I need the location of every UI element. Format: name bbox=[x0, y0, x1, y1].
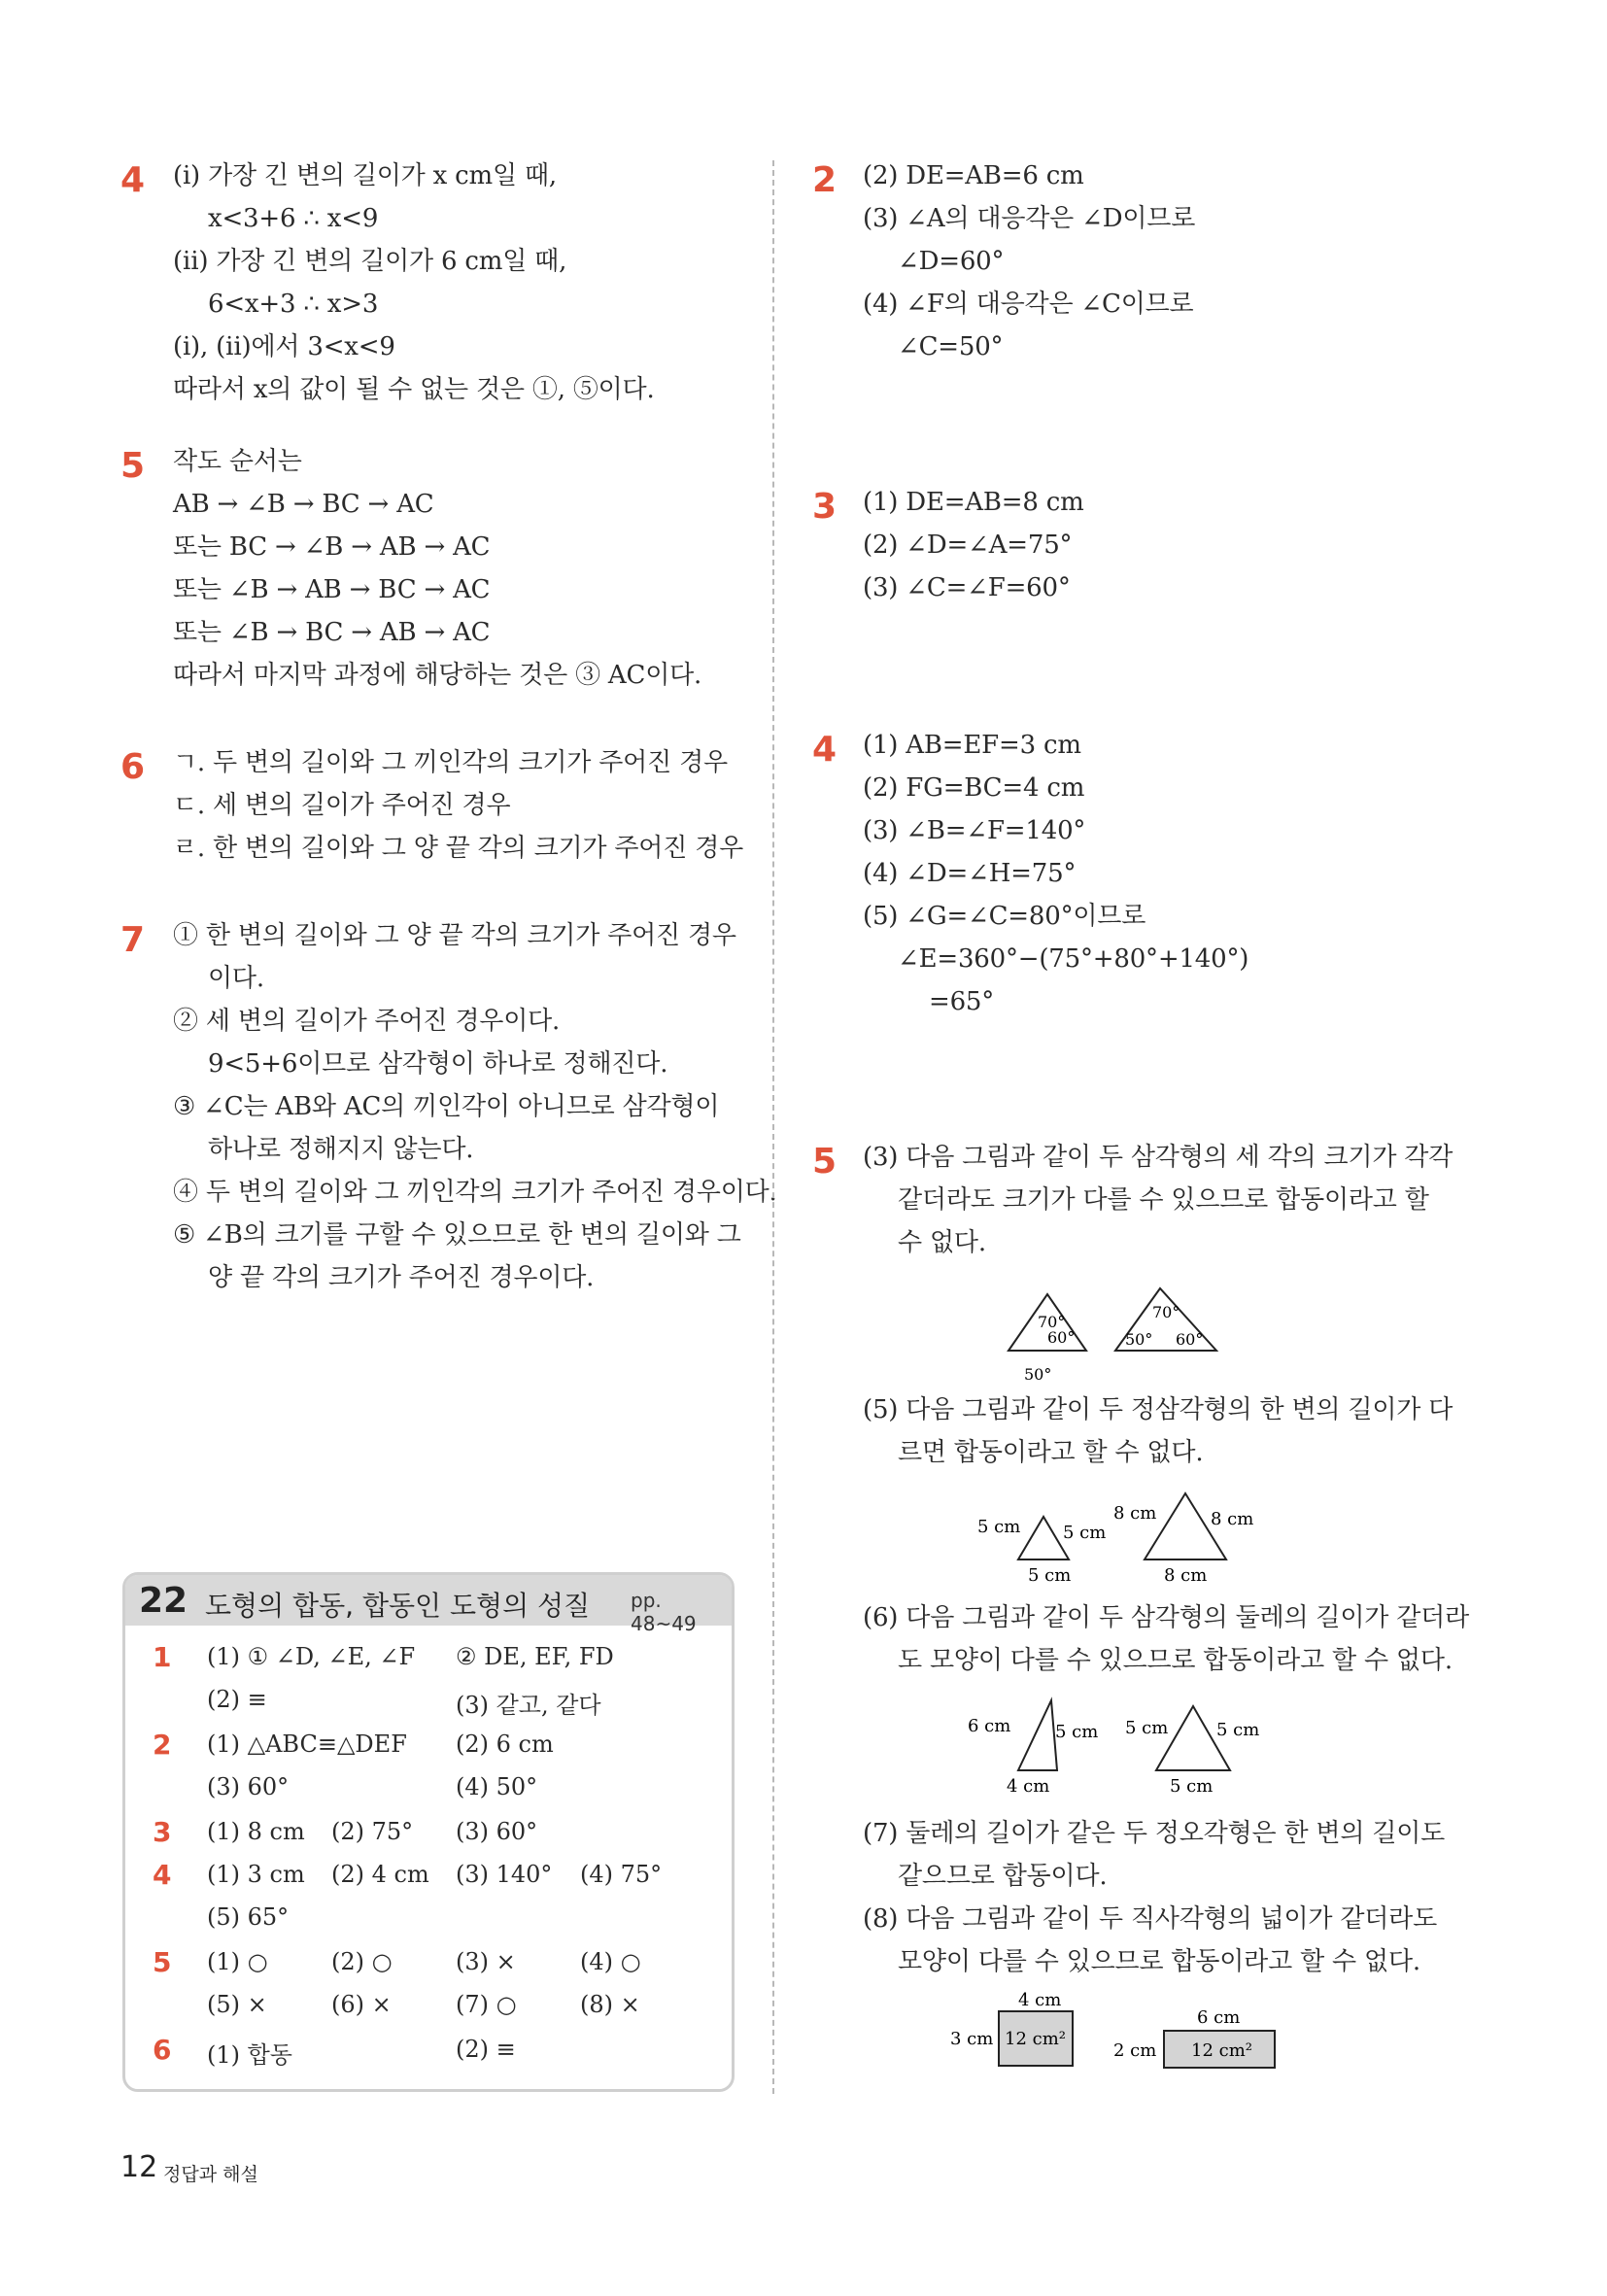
line: (ⅱ) 가장 긴 변의 길이가 6 cm일 때, bbox=[173, 247, 567, 276]
answer-cell: (1) ○ bbox=[207, 1948, 268, 1975]
answer-cell: (2) 6 cm bbox=[456, 1731, 554, 1758]
question-number: 4 bbox=[120, 160, 146, 200]
side-label: 4 cm bbox=[1007, 1776, 1050, 1797]
angle-label: 50° bbox=[1024, 1365, 1052, 1384]
answer-cell: (1) 8 cm bbox=[207, 1818, 305, 1845]
section-title: 도형의 합동, 합동인 도형의 성질 bbox=[205, 1590, 591, 1622]
answer-cell: (3) 60° bbox=[207, 1773, 290, 1800]
line: 하나로 정해지지 않는다. bbox=[208, 1135, 474, 1164]
figure-angle-triangles bbox=[1001, 1283, 1234, 1389]
line: 도 모양이 다를 수 있으므로 합동이라고 할 수 없다. bbox=[898, 1646, 1453, 1675]
angle-label: 70° bbox=[1152, 1303, 1180, 1321]
answer-cell: ② DE, EF, FD bbox=[456, 1643, 614, 1670]
line: 르면 합동이라고 할 수 없다. bbox=[898, 1438, 1204, 1467]
line: 양 끝 각의 크기가 주어진 경우이다. bbox=[208, 1263, 595, 1292]
line: (1) DE=AB=8 cm bbox=[863, 488, 1084, 517]
side-label: 3 cm bbox=[950, 2029, 994, 2049]
figure-equal-area-rectangles bbox=[933, 1982, 1302, 2099]
question-number: 7 bbox=[120, 920, 146, 960]
side-label: 6 cm bbox=[968, 1716, 1011, 1736]
angle-label: 60° bbox=[1176, 1330, 1204, 1349]
question-number: 5 bbox=[812, 1142, 838, 1182]
answer-number: 6 bbox=[153, 2034, 172, 2066]
figure-equal-perimeter-triangles bbox=[962, 1691, 1292, 1798]
line: 작도 순서는 bbox=[173, 447, 302, 476]
line: (3) ∠A의 대응각은 ∠D이므로 bbox=[863, 204, 1196, 233]
line: ⑤ ∠B의 크기를 구할 수 있으므로 한 변의 길이와 그 bbox=[173, 1220, 741, 1250]
side-label: 5 cm bbox=[1063, 1523, 1107, 1543]
answer-cell: (7) ○ bbox=[456, 1991, 517, 2018]
line: ㄱ. 두 변의 길이와 그 끼인각의 크기가 주어진 경우 bbox=[173, 748, 728, 777]
answer-cell: (2) ≡ bbox=[456, 2036, 516, 2063]
answer-cell: (8) × bbox=[580, 1991, 640, 2018]
answer-cell: (4) ○ bbox=[580, 1948, 641, 1975]
line: 따라서 마지막 과정에 해당하는 것은 ③ AC이다. bbox=[173, 661, 702, 690]
line: ㄷ. 세 변의 길이가 주어진 경우 bbox=[173, 791, 511, 820]
answer-cell: (4) 75° bbox=[580, 1861, 663, 1888]
line: 모양이 다를 수 있으므로 합동이라고 할 수 없다. bbox=[898, 1947, 1420, 1976]
question-number: 4 bbox=[812, 730, 838, 770]
side-label: 8 cm bbox=[1211, 1509, 1254, 1529]
line: (4) ∠D=∠H=75° bbox=[863, 859, 1077, 888]
line: ∠C=50° bbox=[898, 332, 1004, 361]
answer-cell: (4) 50° bbox=[456, 1773, 538, 1800]
line: 이다. bbox=[208, 964, 264, 993]
page-number: 12 bbox=[120, 2150, 158, 2184]
area-label: 12 cm² bbox=[1005, 2029, 1066, 2049]
answer-number: 2 bbox=[153, 1729, 172, 1761]
column-divider bbox=[772, 160, 774, 2094]
line: 또는 BC → ∠B → AB → AC bbox=[173, 532, 491, 562]
line: (7) 둘레의 길이가 같은 두 정오각형은 한 변의 길이도 bbox=[863, 1819, 1446, 1848]
line: ∠D=60° bbox=[898, 247, 1005, 276]
answer-cell: (3) × bbox=[456, 1948, 516, 1975]
side-label: 4 cm bbox=[1018, 1990, 1062, 2010]
angle-label: 60° bbox=[1047, 1328, 1076, 1347]
question-number: 5 bbox=[120, 446, 146, 486]
line: ∠E=360°−(75°+80°+140°) bbox=[898, 944, 1249, 974]
line: (1) AB=EF=3 cm bbox=[863, 731, 1081, 760]
side-label: 5 cm bbox=[1216, 1720, 1260, 1740]
question-number: 2 bbox=[812, 160, 838, 200]
answer-cell: (3) 60° bbox=[456, 1818, 538, 1845]
answer-number: 5 bbox=[153, 1946, 172, 1978]
line: (3) 다음 그림과 같이 두 삼각형의 세 각의 크기가 각각 bbox=[863, 1143, 1453, 1172]
line: 또는 ∠B → BC → AB → AC bbox=[173, 618, 491, 647]
answer-cell: (3) 같고, 같다 bbox=[456, 1692, 601, 1719]
line: (3) ∠B=∠F=140° bbox=[863, 816, 1086, 845]
answer-number: 3 bbox=[153, 1816, 172, 1848]
side-label: 8 cm bbox=[1164, 1565, 1208, 1586]
line: 9<5+6이므로 삼각형이 하나로 정해진다. bbox=[208, 1049, 668, 1079]
line: ① 한 변의 길이와 그 양 끝 각의 크기가 주어진 경우 bbox=[173, 921, 736, 950]
answer-cell: (1) 3 cm bbox=[207, 1861, 305, 1888]
answer-cell: (5) × bbox=[207, 1991, 267, 2018]
line: (5) 다음 그림과 같이 두 정삼각형의 한 변의 길이가 다 bbox=[863, 1395, 1453, 1424]
side-label: 5 cm bbox=[977, 1517, 1021, 1537]
page-range: pp. 48~49 bbox=[631, 1589, 697, 1635]
line: AB → ∠B → BC → AC bbox=[173, 490, 434, 519]
side-label: 5 cm bbox=[1125, 1718, 1169, 1738]
line: (3) ∠C=∠F=60° bbox=[863, 573, 1071, 602]
section-number: 22 bbox=[139, 1581, 188, 1621]
answer-cell: (1) ① ∠D, ∠E, ∠F bbox=[207, 1643, 416, 1670]
line: (ⅰ) 가장 긴 변의 길이가 x cm일 때, bbox=[173, 161, 557, 190]
line: 수 없다. bbox=[898, 1228, 986, 1257]
line: (6) 다음 그림과 같이 두 삼각형의 둘레의 길이가 같더라 bbox=[863, 1603, 1469, 1632]
line: 또는 ∠B → AB → BC → AC bbox=[173, 575, 491, 604]
answer-summary-box bbox=[122, 1572, 735, 2092]
line: =65° bbox=[929, 987, 995, 1016]
figure-equilateral-triangles bbox=[972, 1482, 1282, 1589]
line: ④ 두 변의 길이와 그 끼인각의 크기가 주어진 경우이다. bbox=[173, 1178, 777, 1207]
scalene-triangle bbox=[1018, 1700, 1057, 1770]
line: 같으므로 합동이다. bbox=[898, 1862, 1108, 1891]
answer-number: 4 bbox=[153, 1859, 172, 1891]
answer-number: 1 bbox=[153, 1641, 172, 1673]
line: 같더라도 크기가 다를 수 있으므로 합동이라고 할 bbox=[898, 1185, 1429, 1215]
angle-label: 50° bbox=[1125, 1330, 1153, 1349]
small-equilateral bbox=[1018, 1517, 1069, 1559]
side-label: 6 cm bbox=[1197, 2007, 1241, 2028]
angle-label: 70° bbox=[1038, 1313, 1066, 1331]
line: 6<x+3 ∴ x>3 bbox=[208, 290, 379, 319]
answer-cell: (1) 합동 bbox=[207, 2041, 292, 2069]
line: (2) ∠D=∠A=75° bbox=[863, 531, 1073, 560]
line: (2) DE=AB=6 cm bbox=[863, 161, 1084, 190]
side-label: 5 cm bbox=[1028, 1565, 1072, 1586]
line: (8) 다음 그림과 같이 두 직사각형의 넓이가 같더라도 bbox=[863, 1904, 1438, 1934]
answer-cell: (3) 140° bbox=[456, 1861, 553, 1888]
line: 따라서 x의 값이 될 수 없는 것은 ①, ⑤이다. bbox=[173, 375, 655, 404]
line: (5) ∠G=∠C=80°이므로 bbox=[863, 902, 1146, 931]
answer-cell: (2) 4 cm bbox=[331, 1861, 429, 1888]
answer-cell: (2) 75° bbox=[331, 1818, 414, 1845]
line: ③ ∠C는 AB와 AC의 끼인각이 아니므로 삼각형이 bbox=[173, 1092, 720, 1121]
line: (4) ∠F의 대응각은 ∠C이므로 bbox=[863, 290, 1194, 319]
area-label: 12 cm² bbox=[1191, 2040, 1252, 2061]
footer-label: 정답과 해설 bbox=[163, 2164, 258, 2185]
answer-cell: (1) △ABC≡△DEF bbox=[207, 1731, 407, 1758]
line: (2) FG=BC=4 cm bbox=[863, 773, 1085, 803]
side-label: 5 cm bbox=[1055, 1722, 1099, 1742]
question-number: 3 bbox=[812, 487, 838, 527]
line: (ⅰ), (ⅱ)에서 3<x<9 bbox=[173, 332, 395, 361]
answer-cell: (6) × bbox=[331, 1991, 392, 2018]
answer-cell: (2) ○ bbox=[331, 1948, 393, 1975]
line: ② 세 변의 길이가 주어진 경우이다. bbox=[173, 1007, 561, 1036]
side-label: 5 cm bbox=[1170, 1776, 1214, 1797]
box-header bbox=[125, 1575, 732, 1635]
side-label: 2 cm bbox=[1113, 2040, 1157, 2061]
question-number: 6 bbox=[120, 747, 146, 787]
answer-cell: (5) 65° bbox=[207, 1903, 290, 1931]
line: x<3+6 ∴ x<9 bbox=[208, 204, 379, 233]
line: ㄹ. 한 변의 길이와 그 양 끝 각의 크기가 주어진 경우 bbox=[173, 834, 744, 863]
side-label: 8 cm bbox=[1113, 1503, 1157, 1524]
answer-cell: (2) ≡ bbox=[207, 1686, 267, 1713]
